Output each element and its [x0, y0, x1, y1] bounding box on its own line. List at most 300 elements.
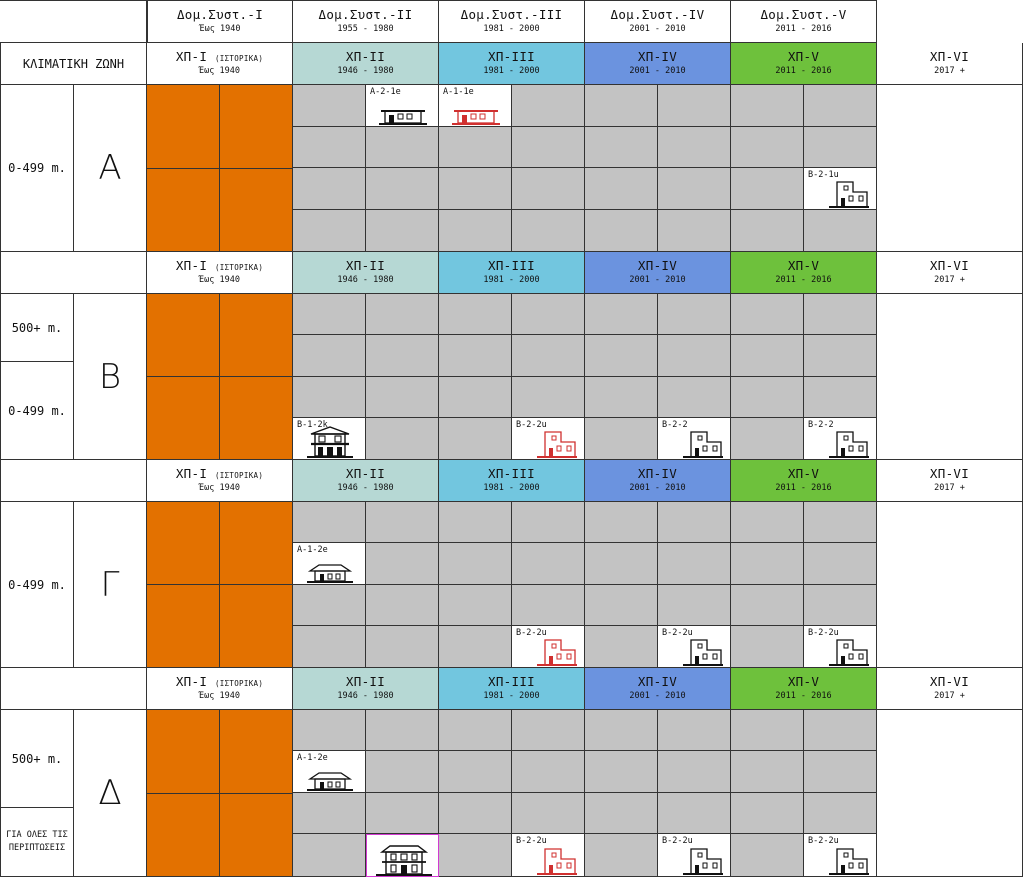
- climate-zone-letter: Β: [74, 294, 147, 460]
- historic-cell: [147, 585, 220, 668]
- building-slot: [366, 418, 439, 460]
- climate-zone-label-cell: [0, 252, 147, 294]
- period-title: [930, 467, 969, 481]
- structural-system-header: [731, 0, 877, 43]
- period-header-1: [147, 668, 293, 710]
- building-type-cell[interactable]: [293, 543, 366, 585]
- building-slot: [731, 793, 804, 834]
- building-slot: [439, 793, 512, 834]
- building-slot: [439, 294, 512, 335]
- period-header-3: [439, 460, 585, 502]
- period-vi-empty-cell: [877, 85, 1023, 252]
- period-title-text: ΧΠ-ΙV: [637, 466, 678, 482]
- period-title-text: ΧΠ-VI: [929, 466, 970, 482]
- period-header-6: [877, 43, 1023, 85]
- building-slot: [366, 127, 439, 168]
- period-range: 2011 - 2016: [775, 482, 832, 493]
- building-slot: [512, 335, 585, 377]
- building-slot: [585, 294, 658, 335]
- building-slot: [366, 210, 439, 252]
- building-slot: [731, 168, 804, 210]
- building-slot: [585, 793, 658, 834]
- structural-system-range: 2001 - 2010: [629, 23, 686, 34]
- period-title: [176, 675, 263, 689]
- building-slot: [293, 377, 366, 418]
- building-code: B-2-2u: [662, 836, 693, 846]
- building-type-cell[interactable]: [658, 834, 731, 877]
- building-slot: [512, 751, 585, 793]
- building-slot: [366, 626, 439, 668]
- altitude-label: 0-499 m.: [0, 85, 74, 252]
- period-title: [788, 50, 819, 64]
- structural-system-title: Δομ.Συστ.-V: [760, 7, 847, 23]
- period-title: [788, 675, 819, 689]
- building-slot: [366, 543, 439, 585]
- building-slot: [585, 85, 658, 127]
- structural-system-title: Δομ.Συστ.-IV: [610, 7, 705, 23]
- historic-cell: [147, 294, 220, 377]
- building-slot: [585, 127, 658, 168]
- period-range: Έως 1940: [199, 274, 240, 285]
- building-slot: [804, 335, 877, 377]
- building-type-cell[interactable]: [804, 418, 877, 460]
- period-title: [488, 467, 535, 481]
- altitude-label: 500+ m.: [0, 710, 74, 808]
- building-slot: [293, 502, 366, 543]
- building-code: B-2-2u: [516, 836, 547, 846]
- building-type-cell[interactable]: [366, 834, 439, 877]
- building-slot: [731, 585, 804, 626]
- building-slot: [804, 751, 877, 793]
- building-slot: [439, 585, 512, 626]
- building-slot: [439, 377, 512, 418]
- bungalow-house-icon: [452, 107, 500, 125]
- period-range: 1946 - 1980: [337, 482, 394, 493]
- building-slot: [439, 751, 512, 793]
- building-slot: [658, 793, 731, 834]
- period-title-text: ΧΠ-VI: [929, 258, 970, 274]
- building-slot: [731, 210, 804, 252]
- building-code: A-1-1e: [443, 87, 474, 97]
- building-slot: [731, 710, 804, 751]
- building-slot: [658, 585, 731, 626]
- period-title-text: ΧΠ-ΙΙ: [345, 258, 386, 274]
- historic-cell: [220, 169, 293, 252]
- period-header-4: [585, 460, 731, 502]
- stepped-house-icon: [537, 636, 577, 666]
- building-code: A-2-1e: [370, 87, 401, 97]
- period-title-text: ΧΠ-Ι: [175, 49, 208, 65]
- building-slot: [658, 543, 731, 585]
- period-range: 2001 - 2010: [629, 482, 686, 493]
- building-slot: [366, 585, 439, 626]
- building-slot: [804, 294, 877, 335]
- historic-cell: [147, 710, 220, 794]
- building-slot: [731, 335, 804, 377]
- hipped-house-icon: [307, 563, 353, 583]
- building-slot: [512, 168, 585, 210]
- building-slot: [293, 210, 366, 252]
- period-title: [488, 675, 535, 689]
- building-type-cell[interactable]: [293, 418, 366, 460]
- stepped-house-icon: [829, 845, 869, 875]
- historic-cell: [220, 585, 293, 668]
- building-slot: [366, 294, 439, 335]
- historic-cell: [147, 502, 220, 585]
- structural-system-header: [585, 0, 731, 43]
- climate-zone-label-cell: [0, 668, 147, 710]
- period-header-2: [293, 460, 439, 502]
- building-slot: [731, 502, 804, 543]
- altitude-label: 500+ m.: [0, 294, 74, 362]
- building-slot: [293, 626, 366, 668]
- period-title: [638, 467, 677, 481]
- period-range: 1946 - 1980: [337, 274, 394, 285]
- stepped-house-icon: [537, 845, 577, 875]
- period-title: [930, 259, 969, 273]
- altitude-label: 0-499 m.: [0, 362, 74, 460]
- building-slot: [293, 793, 366, 834]
- building-slot: [366, 335, 439, 377]
- period-title-text: ΧΠ-Ι: [175, 258, 208, 274]
- building-slot: [731, 834, 804, 877]
- building-slot: [804, 502, 877, 543]
- period-range: 1981 - 2000: [483, 65, 540, 76]
- period-title: [346, 467, 385, 481]
- hipped-house-icon: [307, 771, 353, 791]
- building-slot: [439, 335, 512, 377]
- period-range: 1946 - 1980: [337, 690, 394, 701]
- building-slot: [439, 543, 512, 585]
- period-title-text: ΧΠ-V: [787, 258, 820, 274]
- building-slot: [804, 127, 877, 168]
- building-slot: [439, 210, 512, 252]
- building-code: A-1-2e: [297, 545, 328, 555]
- building-code: B-2-2: [808, 420, 834, 430]
- building-type-cell[interactable]: [439, 85, 512, 127]
- building-slot: [658, 127, 731, 168]
- structural-system-title: Δομ.Συστ.-I: [176, 7, 264, 23]
- structural-system-range: 1955 - 1980: [337, 23, 394, 34]
- building-slot: [658, 85, 731, 127]
- building-slot: [658, 377, 731, 418]
- building-type-cell[interactable]: [804, 626, 877, 668]
- period-title-text: ΧΠ-Ι: [175, 674, 208, 690]
- building-slot: [804, 377, 877, 418]
- stepped-house-icon: [683, 428, 723, 458]
- building-slot: [439, 418, 512, 460]
- building-slot: [512, 502, 585, 543]
- period-range: 2001 - 2010: [629, 65, 686, 76]
- period-title: [488, 259, 535, 273]
- building-slot: [585, 418, 658, 460]
- building-slot: [512, 793, 585, 834]
- building-slot: [512, 85, 585, 127]
- structural-system-range: 1981 - 2000: [483, 23, 540, 34]
- period-header-2: [293, 252, 439, 294]
- period-vi-empty-cell: [877, 294, 1023, 460]
- period-title-text: ΧΠ-ΙV: [637, 49, 678, 65]
- period-header-4: [585, 668, 731, 710]
- historic-cell: [147, 169, 220, 252]
- stepped-house-icon: [537, 428, 577, 458]
- period-title-text: ΧΠ-V: [787, 466, 820, 482]
- stepped-house-icon: [829, 428, 869, 458]
- structural-system-title: Δομ.Συστ.-II: [318, 7, 413, 23]
- climate-zone-letter: Α: [74, 85, 147, 252]
- period-range: Έως 1940: [199, 482, 240, 493]
- period-range: 2017 +: [934, 274, 965, 285]
- building-slot: [731, 294, 804, 335]
- top-border: [0, 0, 877, 1]
- building-slot: [293, 127, 366, 168]
- building-slot: [804, 793, 877, 834]
- historic-cell: [220, 502, 293, 585]
- period-range: 1981 - 2000: [483, 482, 540, 493]
- period-range: 2001 - 2010: [629, 690, 686, 701]
- building-code: B-2-2u: [516, 420, 547, 430]
- building-slot: [731, 377, 804, 418]
- building-slot: [585, 168, 658, 210]
- period-header-3: [439, 668, 585, 710]
- period-vi-empty-cell: [877, 502, 1023, 668]
- bungalow-house-icon: [379, 107, 427, 125]
- building-slot: [439, 710, 512, 751]
- building-code: B-2-2u: [808, 628, 839, 638]
- building-slot: [804, 585, 877, 626]
- building-slot: [439, 834, 512, 877]
- building-slot: [585, 710, 658, 751]
- building-slot: [731, 418, 804, 460]
- altitude-label: 0-499 m.: [0, 502, 74, 668]
- period-range: 1981 - 2000: [483, 690, 540, 701]
- building-slot: [366, 710, 439, 751]
- building-slot: [658, 335, 731, 377]
- period-header-6: [877, 460, 1023, 502]
- period-header-6: [877, 668, 1023, 710]
- period-range: 2011 - 2016: [775, 65, 832, 76]
- building-slot: [293, 168, 366, 210]
- building-slot: [512, 294, 585, 335]
- period-title-text: ΧΠ-ΙΙΙ: [488, 49, 535, 65]
- building-type-cell[interactable]: [293, 751, 366, 793]
- building-slot: [585, 834, 658, 877]
- building-type-cell[interactable]: [512, 626, 585, 668]
- period-header-5: [731, 460, 877, 502]
- structural-system-header: [147, 0, 293, 43]
- building-slot: [439, 127, 512, 168]
- period-header-6: [877, 252, 1023, 294]
- building-slot: [512, 585, 585, 626]
- building-code: B-2-2u: [516, 628, 547, 638]
- building-type-cell[interactable]: [0, 168, 1, 210]
- period-header-4: [585, 43, 731, 85]
- building-code: A-1-2e: [297, 753, 328, 763]
- period-header-5: [731, 252, 877, 294]
- building-slot: [731, 127, 804, 168]
- building-slot: [512, 127, 585, 168]
- building-slot: [585, 626, 658, 668]
- period-note: (ΙΣΤΟΡΙΚΑ): [214, 471, 264, 481]
- building-slot: [585, 751, 658, 793]
- period-title: [346, 259, 385, 273]
- period-title-text: ΧΠ-V: [787, 674, 820, 690]
- structural-system-range: Έως 1940: [199, 23, 241, 34]
- climate-zone-label: ΚΛΙΜΑΤΙΚΗ ΖΩΝΗ: [0, 43, 147, 85]
- stepped-house-icon: [829, 178, 869, 208]
- climate-zone-letter: Δ: [74, 710, 147, 877]
- period-title-text: ΧΠ-ΙΙΙ: [488, 466, 535, 482]
- period-title: [176, 467, 263, 481]
- period-title: [638, 675, 677, 689]
- building-slot: [658, 751, 731, 793]
- period-header-3: [439, 252, 585, 294]
- period-title: [176, 50, 263, 64]
- building-type-cell[interactable]: [366, 85, 439, 127]
- period-title-text: ΧΠ-ΙV: [637, 674, 678, 690]
- period-title: [788, 259, 819, 273]
- period-header-2: [293, 43, 439, 85]
- structural-system-header: [293, 0, 439, 43]
- building-slot: [366, 793, 439, 834]
- structural-system-title: Δομ.Συστ.-III: [460, 7, 563, 23]
- period-title: [488, 50, 535, 64]
- period-header-5: [731, 668, 877, 710]
- period-title: [930, 50, 969, 64]
- period-range: 2017 +: [934, 65, 965, 76]
- historic-cell: [220, 85, 293, 169]
- period-header-1: [147, 460, 293, 502]
- period-header-1: [147, 43, 293, 85]
- period-title: [176, 259, 263, 273]
- building-slot: [512, 377, 585, 418]
- period-title: [930, 675, 969, 689]
- period-range: 2001 - 2010: [629, 274, 686, 285]
- building-slot: [512, 210, 585, 252]
- period-title: [346, 675, 385, 689]
- building-slot: [366, 168, 439, 210]
- building-slot: [658, 710, 731, 751]
- period-title-text: ΧΠ-ΙΙ: [345, 466, 386, 482]
- building-slot: [804, 543, 877, 585]
- period-title-text: ΧΠ-ΙΙΙ: [488, 674, 535, 690]
- period-header-2: [293, 668, 439, 710]
- historic-cell: [220, 294, 293, 377]
- structural-system-range: 2011 - 2016: [775, 23, 832, 34]
- structural-system-header: [439, 0, 585, 43]
- building-slot: [804, 210, 877, 252]
- building-slot: [439, 502, 512, 543]
- building-slot: [439, 168, 512, 210]
- building-code: B-2-1u: [808, 170, 839, 180]
- building-slot: [585, 377, 658, 418]
- building-slot: [731, 626, 804, 668]
- historic-cell: [220, 377, 293, 460]
- building-type-cell[interactable]: [658, 626, 731, 668]
- period-title-text: ΧΠ-VI: [929, 49, 970, 65]
- climate-zone-letter: Γ: [74, 502, 147, 668]
- period-range: 1946 - 1980: [337, 65, 394, 76]
- period-range: 1981 - 2000: [483, 274, 540, 285]
- building-type-cell[interactable]: [658, 418, 731, 460]
- period-note: (ΙΣΤΟΡΙΚΑ): [214, 54, 264, 64]
- building-slot: [293, 710, 366, 751]
- building-slot: [658, 168, 731, 210]
- historic-cell: [147, 794, 220, 877]
- stepped-house-icon: [829, 636, 869, 666]
- period-title-text: ΧΠ-V: [787, 49, 820, 65]
- historic-cell: [147, 85, 220, 169]
- building-slot: [293, 834, 366, 877]
- building-slot: [585, 335, 658, 377]
- period-range: Έως 1940: [199, 65, 240, 76]
- building-slot: [293, 294, 366, 335]
- period-range: 2017 +: [934, 482, 965, 493]
- building-type-cell[interactable]: [804, 834, 877, 877]
- stepped-house-icon: [683, 845, 723, 875]
- two-storey-hipped-house-icon: [376, 844, 432, 876]
- period-title-text: ΧΠ-ΙΙ: [345, 674, 386, 690]
- period-range: 2011 - 2016: [775, 690, 832, 701]
- period-range: Έως 1940: [199, 690, 240, 701]
- building-slot: [585, 210, 658, 252]
- building-type-cell[interactable]: [804, 168, 877, 210]
- building-code: B-2-2u: [662, 628, 693, 638]
- period-range: 2017 +: [934, 690, 965, 701]
- period-title: [638, 50, 677, 64]
- period-note: (ΙΣΤΟΡΙΚΑ): [214, 679, 264, 689]
- period-title-text: ΧΠ-VI: [929, 674, 970, 690]
- historic-cell: [147, 377, 220, 460]
- building-slot: [585, 585, 658, 626]
- period-header-3: [439, 43, 585, 85]
- period-header-1: [147, 252, 293, 294]
- building-code: B-1-2k: [297, 420, 328, 430]
- period-title: [788, 467, 819, 481]
- climate-zone-label-cell: [0, 460, 147, 502]
- building-code: B-2-2: [662, 420, 688, 430]
- historic-cell: [220, 794, 293, 877]
- stepped-house-icon: [0, 178, 1, 208]
- building-slot: [366, 377, 439, 418]
- building-slot: [658, 502, 731, 543]
- building-slot: [512, 710, 585, 751]
- period-header-5: [731, 43, 877, 85]
- period-range: 2011 - 2016: [775, 274, 832, 285]
- building-slot: [804, 85, 877, 127]
- building-slot: [439, 626, 512, 668]
- period-title-text: ΧΠ-Ι: [175, 466, 208, 482]
- building-type-cell[interactable]: [512, 418, 585, 460]
- building-slot: [366, 502, 439, 543]
- building-slot: [731, 751, 804, 793]
- building-slot: [293, 85, 366, 127]
- altitude-label: ΓΙΑ ΟΛΕΣ ΤΙΣ ΠΕΡΙΠΤΩΣΕΙΣ: [0, 808, 74, 877]
- building-slot: [585, 502, 658, 543]
- period-title-text: ΧΠ-ΙΙΙ: [488, 258, 535, 274]
- building-slot: [731, 543, 804, 585]
- period-note: (ΙΣΤΟΡΙΚΑ): [214, 263, 264, 273]
- period-title-text: ΧΠ-ΙV: [637, 258, 678, 274]
- building-type-cell[interactable]: [512, 834, 585, 877]
- historic-cell: [220, 710, 293, 794]
- two-storey-house-icon: [307, 426, 353, 458]
- building-code: B-2-2u: [808, 836, 839, 846]
- period-title: [346, 50, 385, 64]
- period-title: [638, 259, 677, 273]
- building-slot: [512, 543, 585, 585]
- building-slot: [804, 710, 877, 751]
